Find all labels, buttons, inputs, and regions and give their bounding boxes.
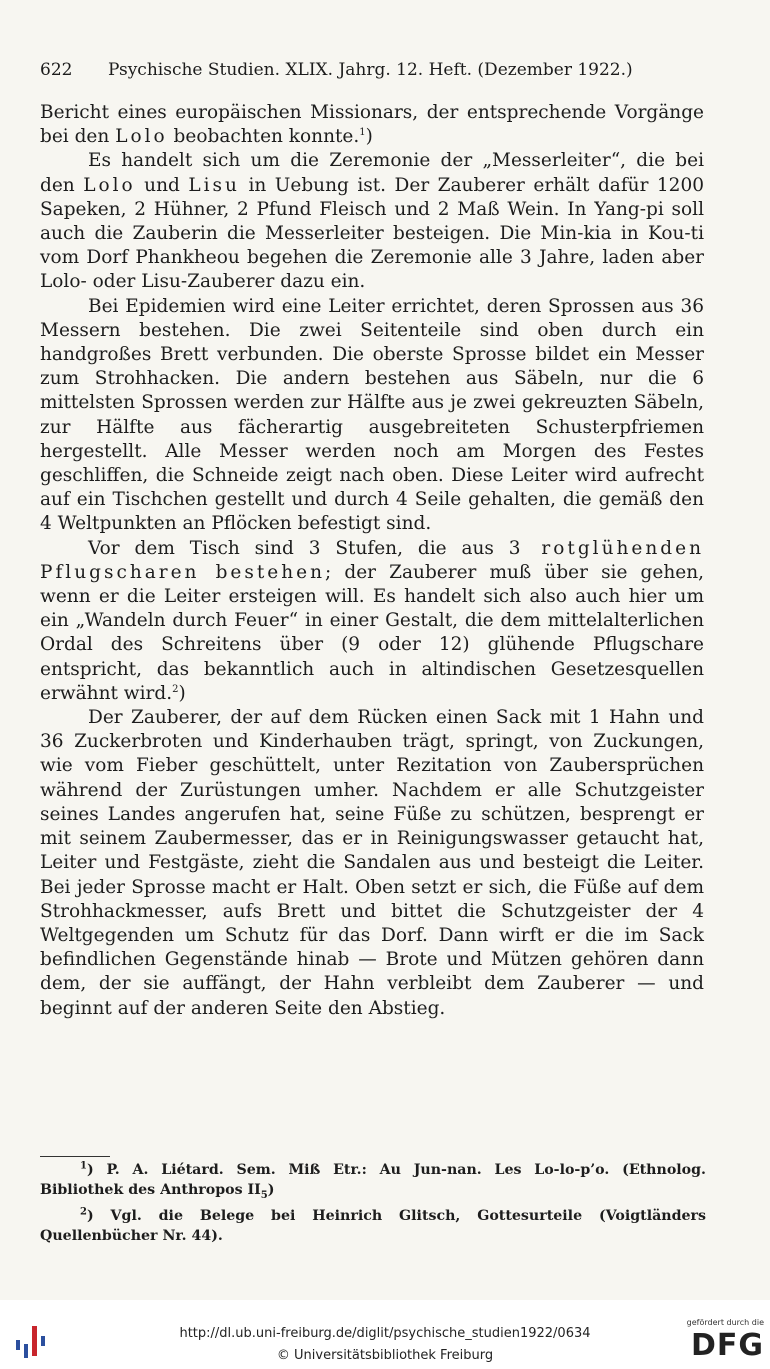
footnote-1 [40, 1160, 706, 1206]
footnote-1-end: ) [267, 1182, 275, 1198]
p1-text-c: ) [365, 126, 373, 148]
p2-text-a: Es handelt sich um die Zeremonie der „Messerleiter“, die bei den [40, 150, 704, 196]
footnote-1-mark: 1 [80, 1160, 87, 1172]
p2-text-and: und [135, 174, 189, 196]
p2-text-b: in Uebung ist. Der Zauberer erhält dafür 1200 Sapeken, 2 Hühner, 2 Pfund Fleisch und 2 Maß Wein. In Yang-pi soll auch die Zauberin die Messerleiter besteigen. Die Min-kia in Kou-ti vom Dorf Phankheou begehen die Zeremonie alle 3 Jahre, laden aber Lolo- oder Lisu-Zauberer dazu ein. [40, 174, 704, 293]
p1-text-b: beobachten konnte. [167, 126, 360, 148]
paragraph-4 [40, 537, 704, 706]
p4-text-c: ) [178, 682, 186, 704]
footnote-2 [40, 1206, 706, 1246]
footnote-1-text: ) P. A. Liétard. Sem. Miß Etr.: Au Jun-nan. Les Lo-lo-p’o. (Ethnolog. Bibliothek des Anthropos II [40, 1162, 706, 1198]
p4-spaced-text: 3 rotglühenden Pflugscharen bestehen [40, 537, 704, 583]
copyright-notice: © Universitätsbibliothek Freiburg [276, 1348, 494, 1363]
paragraph-3: Bei Epidemien wird eine Leiter errichtet, deren Sprossen aus 36 Messern bestehen. Die zwei Seitenteile sind oben durch ein handgroßes Brett verbunden. Die oberste Sprosse bildet ein Messer zum Strohhacken. Die andern bestehen aus Säbeln, nur die 6 mittelsten Sprossen werden zur Hälfte aus je zwei gekreuzten Säbeln, zur Hälfte aus fächerartig ausgebreiteten Schusterpfriemen hergestellt. Alle Messer werden noch am Morgen des Festes geschliffen, die Schneide zeigt nach oben. Diese Leiter wird aufrecht auf ein Tischchen gestellt und durch 4 Seile gehalten, die gemäß den 4 Weltpunkten an Pflöcken befestigt sind. [40, 295, 704, 535]
p1-spaced-lolo: Lolo [115, 126, 168, 148]
paragraph-2 [40, 149, 704, 294]
running-title: Psychische Studien. XLIX. Jahrg. 12. Heft. (Dezember 1922.) [108, 60, 633, 80]
p4-text-a: Vor dem Tisch sind 3 Stufen, die aus [88, 537, 509, 559]
footnote-divider [40, 1156, 110, 1157]
footnote-2-mark: 2 [80, 1206, 87, 1218]
footnote-1-subscript: 5 [260, 1189, 268, 1201]
paragraph-1 [40, 101, 704, 149]
p2-spaced-lisu: Lisu [188, 174, 240, 196]
footnote-ref-1: 1 [359, 127, 366, 139]
p1-text-a: Bericht eines europäischen Missionars, der entsprechende Vorgänge bei den [40, 102, 704, 148]
body-text [40, 101, 704, 1021]
footnotes [40, 1160, 706, 1246]
p4-text-b: ; der Zauberer muß über sie gehen, wenn er die Leiter ersteigen will. Es handelt sich also auch hier um ein „Wandeln durch Feuer“ in einer Gestalt, die dem mittelalterlichen Ordal des Schreitens über (9 oder 12) glühende Pflugschare entspricht, das bekanntlich auch in altindischen Gesetzesquellen erwähnt wird. [40, 561, 704, 704]
running-header [40, 60, 730, 80]
source-url[interactable]: http://dl.ub.uni-freiburg.de/diglit/psychische_studien1922/0634 [179, 1326, 591, 1341]
footnote-ref-2: 2 [172, 683, 179, 695]
page-number: 622 [40, 60, 73, 80]
footnote-2-text: ) Vgl. die Belege bei Heinrich Glitsch, Gottesurteile (Voigtländers Quellenbücher Nr. 44). [40, 1207, 706, 1244]
p2-spaced-lolo: Lolo [83, 174, 136, 196]
paragraph-5: Der Zauberer, der auf dem Rücken einen Sack mit 1 Hahn und 36 Zuckerbroten und Kinderhauben trägt, springt, von Zuckungen, wie vom Fieber geschüttelt, unter Rezitation von Zaubersprüchen während der Zurüstungen umher. Nachdem er alle Schutzgeister seines Landes angerufen hat, seine Füße zu schützen, besprengt er mit seinem Zaubermesser, das er in Reinigungswasser getaucht hat, Leiter und Festgäste, zieht die Sandalen aus und besteigt die Leiter. Bei jeder Sprosse macht er Halt. Oben setzt er sich, die Füße auf dem Strohhackmesser, aufs Brett und bittet die Schutzgeister der 4 Weltgegenden um Schutz für das Dorf. Dann wirft er die im Sack befindlichen Gegenstände hinab — Brote und Mützen gehören dann dem, der sie auffängt, der Hahn verbleibt dem Zauberer — und beginnt auf der anderen Seite den Abstieg. [40, 707, 704, 1019]
dfg-logo: DFG [690, 1328, 764, 1363]
dfg-caption: gefördert durch die [686, 1318, 764, 1327]
